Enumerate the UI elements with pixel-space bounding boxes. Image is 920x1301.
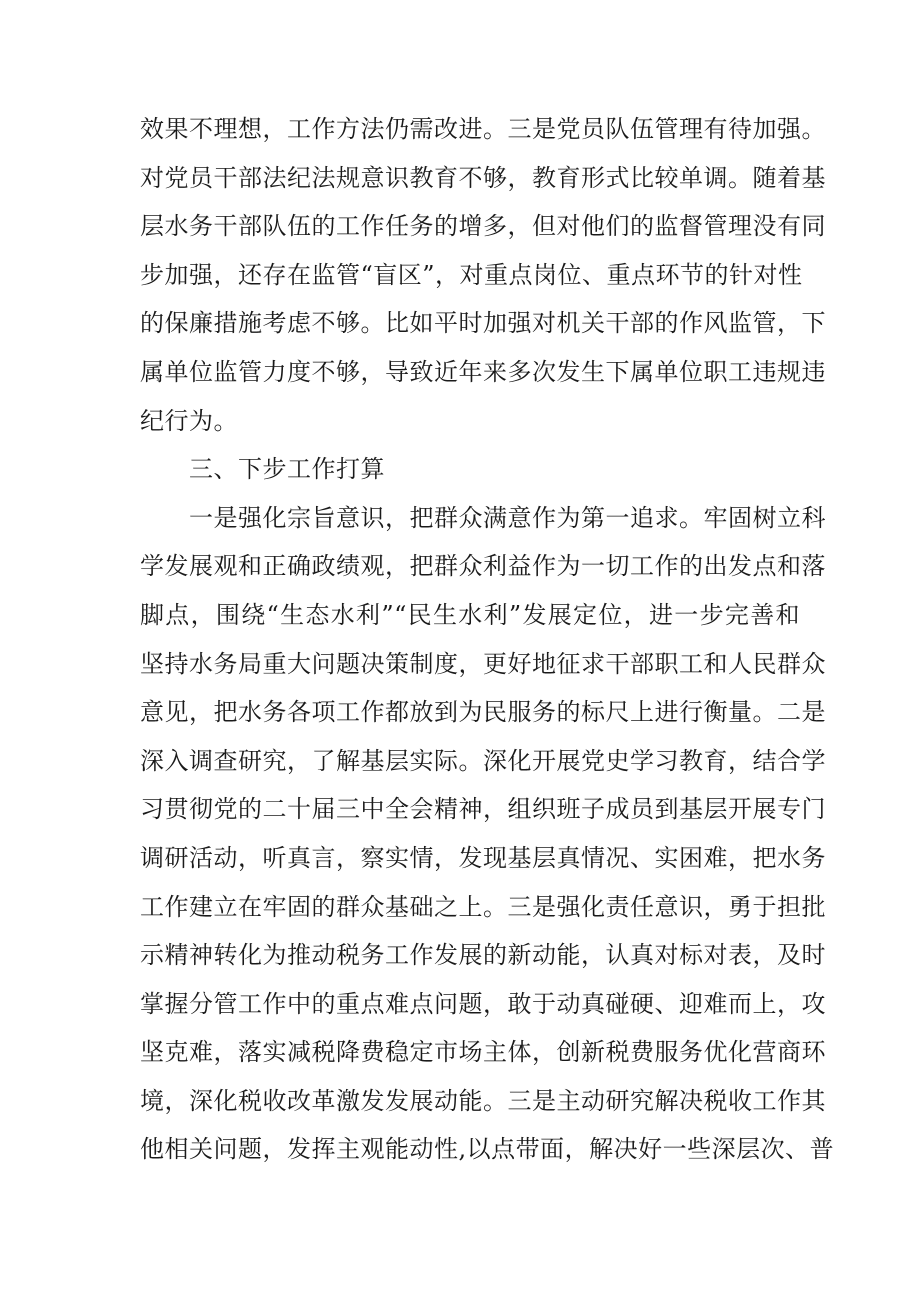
- text-line: 示精神转化为推动税务工作发展的新动能，认真对标对表，及时: [140, 941, 826, 970]
- text-line: 坚持水务局重大问题决策制度，更好地征求干部职工和人民群众: [140, 649, 826, 678]
- text-line: 意见，把水务各项工作都放到为民服务的标尺上进行衡量。二是: [140, 698, 826, 727]
- text-line: 对党员干部法纪法规意识教育不够，教育形式比较单调。随着基: [140, 163, 826, 192]
- text-line: 层水务干部队伍的工作任务的增多，但对他们的监督管理没有同: [140, 212, 826, 241]
- text-line: 学发展观和正确政绩观，把群众利益作为一切工作的出发点和落: [140, 552, 826, 581]
- text-line: 掌握分管工作中的重点难点问题，敢于动真碰硬、迎难而上，攻: [140, 989, 826, 1018]
- text-line: 步加强，还存在监管“盲区”，对重点岗位、重点环节的针对性: [140, 260, 803, 289]
- text-line: 效果不理想，工作方法仍需改进。三是党员队伍管理有待加强。: [140, 115, 826, 143]
- document-body: [140, 105, 835, 1174]
- text-line: 属单位监管力度不够，导致近年来多次发生下属单位职工违规违: [140, 357, 826, 386]
- text-line: 纪行为。: [140, 406, 238, 435]
- text-line: 脚点，围绕“生态水利”“民生水利”发展定位，进一步完善和: [140, 600, 800, 629]
- text-line: 他相关问题，发挥主观能动性,以点带面，解决好一些深层次、普: [140, 1135, 835, 1164]
- text-line: 深入调查研究，了解基层实际。深化开展党史学习教育，结合学: [140, 746, 826, 775]
- text-line: 调研活动，听真言，察实情，发现基层真情况、实困难，把水务: [140, 843, 826, 872]
- text-line: 习贯彻党的二十届三中全会精神，组织班子成员到基层开展专门: [140, 795, 826, 824]
- text-line: 坚克难，落实减税降费稳定市场主体，创新税费服务优化营商环: [140, 1038, 826, 1067]
- text-line: 境，深化税收改革激发发展动能。三是主动研究解决税收工作其: [140, 1086, 826, 1115]
- text-line: 工作建立在牢固的群众基础之上。三是强化责任意识，勇于担批: [140, 892, 826, 921]
- section-heading: 三、下步工作打算: [189, 455, 385, 484]
- text-line: 一是强化宗旨意识，把群众满意作为第一追求。牢固树立科: [189, 503, 826, 532]
- text-line: 的保廉措施考虑不够。比如平时加强对机关干部的作风监管，下: [140, 309, 826, 338]
